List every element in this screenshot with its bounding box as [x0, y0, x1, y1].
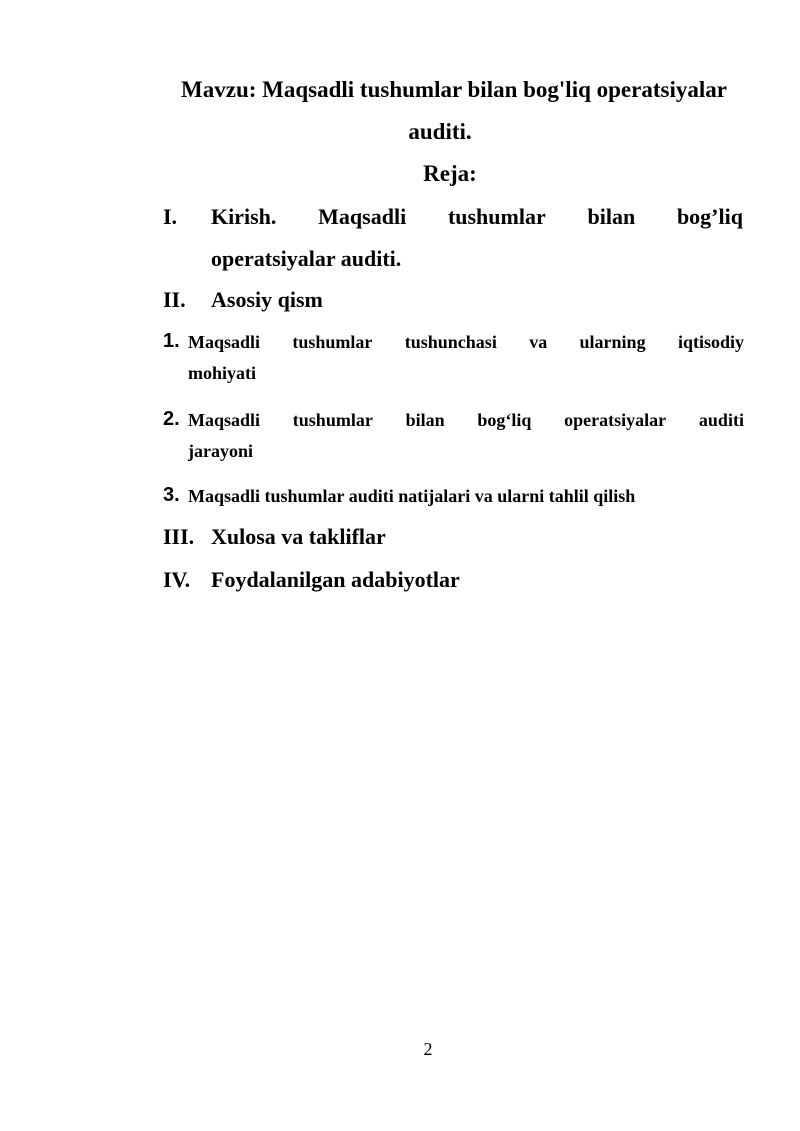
subsection-word: tushunchasi: [404, 332, 497, 352]
plan-subsection-2: [163, 408, 743, 468]
section-word: Maqsadli: [318, 204, 407, 229]
subsection-word: tushumlar: [292, 332, 373, 352]
subsection-number: 3.: [163, 484, 180, 506]
section-numeral: IV.: [163, 567, 191, 592]
plan-section-1: [163, 203, 743, 283]
section-word: bog’liq: [676, 204, 743, 229]
plan-section-4: [163, 566, 743, 596]
section-text-line: [211, 203, 743, 231]
subsection-word: iqtisodiy: [677, 332, 744, 352]
topic-title: Mavzu: Maqsadli tushumlar bilan bog'liq operatsiyalar: [181, 77, 727, 102]
subsection-word: va: [529, 332, 548, 352]
subsection-word: bilan: [405, 410, 445, 430]
subsection-word: auditi: [698, 410, 744, 430]
section-text-continuation: operatsiyalar auditi.: [211, 246, 402, 271]
subsection-number: 1.: [163, 330, 180, 352]
plan-section-3: [163, 523, 743, 553]
subsection-text-continuation: mohiyati: [188, 363, 257, 383]
section-word: Kirish.: [211, 204, 277, 229]
section-numeral: I.: [163, 204, 178, 229]
subsection-number: 2.: [163, 408, 180, 430]
plan-heading: Reja:: [423, 161, 477, 186]
section-word: tushumlar: [447, 204, 546, 229]
subsection-word: bog‘liq: [477, 410, 532, 430]
section-text: Foydalanilgan adabiyotlar: [211, 567, 460, 592]
section-numeral: II.: [163, 287, 186, 312]
subsection-text-line: [188, 330, 744, 354]
subsection-word: Maqsadli: [188, 410, 261, 430]
section-word: bilan: [587, 204, 636, 229]
subsection-word: ularning: [579, 332, 646, 352]
section-text: Asosiy qism: [211, 287, 323, 312]
subsection-word: Maqsadli: [188, 332, 261, 352]
subsection-word: tushumlar: [292, 410, 373, 430]
page-number: 2: [423, 1039, 433, 1059]
plan-subsection-3: [163, 484, 743, 512]
plan-subsection-1: [163, 330, 743, 390]
section-text: Xulosa va takliflar: [211, 524, 386, 549]
subsection-text: Maqsadli tushumlar auditi natijalari va ularni tahlil qilish: [188, 486, 636, 506]
subsection-word: operatsiyalar: [564, 410, 667, 430]
topic-title-continuation: auditi.: [408, 119, 472, 144]
plan-section-2: [163, 286, 743, 316]
subsection-text-line: [188, 408, 744, 432]
subsection-text-continuation: jarayoni: [188, 441, 253, 461]
section-numeral: III.: [163, 524, 195, 549]
